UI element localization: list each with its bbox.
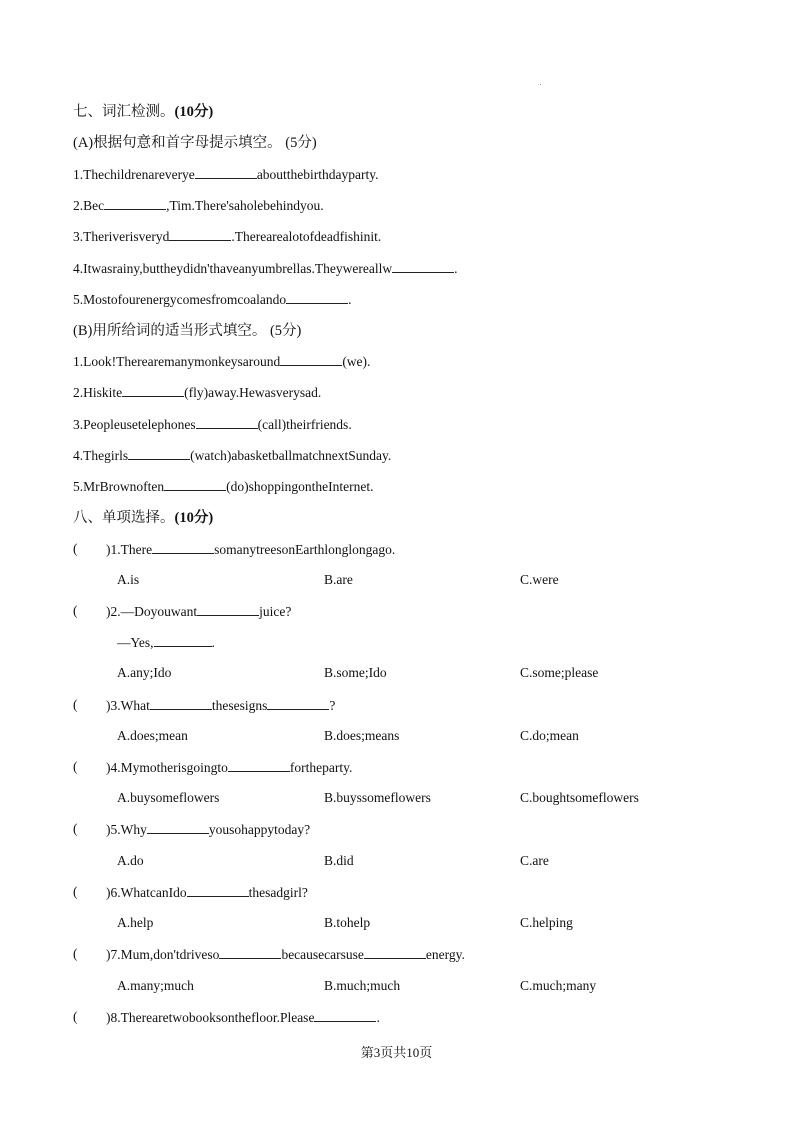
section8-heading: 八、单项选择。(10分) bbox=[73, 510, 214, 526]
answer-blank[interactable] bbox=[196, 416, 258, 429]
option-b[interactable]: B.does;means bbox=[324, 728, 400, 743]
option-a[interactable]: A.help bbox=[117, 915, 154, 930]
answer-bracket[interactable]: ( bbox=[73, 697, 78, 712]
part-b-item-5: 5.MrBrownoften (do)shoppingontheInternet. bbox=[73, 479, 374, 494]
answer-bracket[interactable]: ( bbox=[73, 884, 78, 899]
part-a-heading: (A)根据句意和首字母提示填空。 (5分) bbox=[73, 135, 317, 151]
answer-blank bbox=[187, 884, 249, 897]
part-b-item-2: 2.Hiskite (fly)away.Hewasverysad. bbox=[73, 385, 322, 400]
part-a-item-2: 2.Bec ,Tim.There'saholebehindyou. bbox=[73, 198, 324, 213]
answer-blank[interactable] bbox=[280, 353, 342, 366]
answer-blank bbox=[147, 821, 209, 834]
option-a[interactable]: A.any;Ido bbox=[117, 665, 172, 680]
part-b-item-1: 1.Look!Therearemanymonkeysaround (we). bbox=[73, 354, 371, 369]
question-4: )4.Mymotherisgoingto fortheparty. bbox=[106, 760, 353, 775]
option-a[interactable]: A.do bbox=[117, 853, 144, 868]
part-b-heading: (B)用所给词的适当形式填空。 (5分) bbox=[73, 323, 302, 339]
answer-blank[interactable] bbox=[104, 197, 166, 210]
answer-bracket[interactable]: ( bbox=[73, 541, 78, 556]
part-a-item-4: 4.Itwasrainy,buttheydidn'thaveanyumbrellas.Theywereallw . bbox=[73, 261, 458, 276]
option-a[interactable]: A.does;mean bbox=[117, 728, 188, 743]
answer-blank bbox=[152, 541, 214, 554]
option-b[interactable]: B.tohelp bbox=[324, 915, 371, 930]
option-c[interactable]: C.helping bbox=[520, 915, 573, 930]
answer-blank[interactable] bbox=[286, 291, 348, 304]
page-footer: 第3页共10页 bbox=[360, 1045, 433, 1060]
section7-heading: 七、词汇检测。(10分) bbox=[73, 104, 214, 120]
option-a[interactable]: A.many;much bbox=[117, 978, 194, 993]
option-a[interactable]: A.is bbox=[117, 572, 140, 587]
answer-blank[interactable] bbox=[392, 260, 454, 273]
answer-bracket[interactable]: ( bbox=[73, 759, 78, 774]
option-c[interactable]: C.much;many bbox=[520, 978, 597, 993]
answer-blank bbox=[219, 946, 281, 959]
answer-blank bbox=[314, 1009, 376, 1022]
option-b[interactable]: B.did bbox=[324, 853, 354, 868]
part-a-item-1: 1.Thechildrenareverye aboutthebirthdayparty. bbox=[73, 167, 379, 182]
answer-blank[interactable] bbox=[169, 228, 231, 241]
answer-blank[interactable] bbox=[195, 166, 257, 179]
option-c[interactable]: C.do;mean bbox=[520, 728, 579, 743]
question-1: )1.There somanytreesonEarthlonglongago. bbox=[106, 542, 396, 557]
answer-blank bbox=[150, 697, 212, 710]
answer-blank[interactable] bbox=[122, 384, 184, 397]
part-a-item-5: 5.Mostofourenergycomesfromcoalando . bbox=[73, 292, 352, 307]
answer-blank bbox=[267, 697, 329, 710]
question-5: )5.Why yousohappytoday? bbox=[106, 822, 311, 837]
option-c[interactable]: C.boughtsomeflowers bbox=[520, 790, 639, 805]
question-8: )8.Therearetwobooksonthefloor.Please . bbox=[106, 1010, 380, 1025]
question-2-reply: —Yes, . bbox=[117, 635, 215, 650]
question-2: )2.—Doyouwant juice? bbox=[106, 604, 292, 619]
answer-bracket[interactable]: ( bbox=[73, 946, 78, 961]
part-a-item-3: 3.Theriverisveryd .Therearealotofdeadfishinit. bbox=[73, 229, 382, 244]
option-a[interactable]: A.buysomeflowers bbox=[117, 790, 220, 805]
answer-blank bbox=[364, 946, 426, 959]
question-3: )3.What thesesigns ? bbox=[106, 698, 336, 713]
part-b-item-3: 3.Peopleusetelephones (call)theirfriends. bbox=[73, 417, 352, 432]
answer-blank bbox=[197, 603, 259, 616]
answer-blank[interactable] bbox=[128, 447, 190, 460]
part-b-item-4: 4.Thegirls (watch)abasketballmatchnextSunday. bbox=[73, 448, 392, 463]
answer-bracket[interactable]: ( bbox=[73, 1009, 78, 1024]
answer-blank bbox=[154, 634, 212, 647]
question-6: )6.WhatcanIdo thesadgirl? bbox=[106, 885, 308, 900]
stray-dot bbox=[540, 84, 541, 85]
option-b[interactable]: B.some;Ido bbox=[324, 665, 387, 680]
option-c[interactable]: C.some;please bbox=[520, 665, 599, 680]
answer-bracket[interactable]: ( bbox=[73, 603, 78, 618]
answer-blank bbox=[228, 759, 290, 772]
option-c[interactable]: C.were bbox=[520, 572, 559, 587]
answer-bracket[interactable]: ( bbox=[73, 821, 78, 836]
option-b[interactable]: B.buyssomeflowers bbox=[324, 790, 431, 805]
option-b[interactable]: B.much;much bbox=[324, 978, 401, 993]
option-c[interactable]: C.are bbox=[520, 853, 549, 868]
question-7: )7.Mum,don'tdriveso becausecarsuse energy. bbox=[106, 947, 465, 962]
answer-blank[interactable] bbox=[164, 478, 226, 491]
option-b[interactable]: B.are bbox=[324, 572, 353, 587]
